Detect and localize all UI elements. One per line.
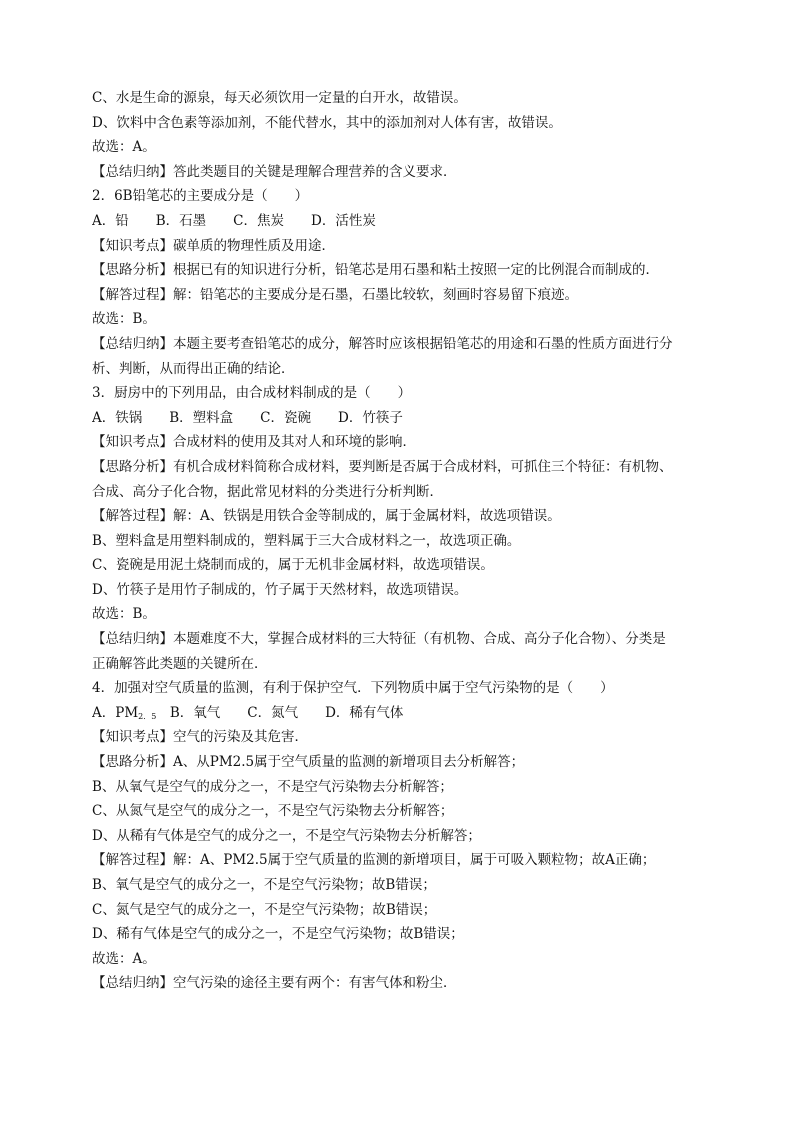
text-line: C、从氮气是空气的成分之一，不是空气污染物去分析解答； [92, 803, 454, 820]
text-line: B、氧气是空气的成分之一，不是空气污染物；故B错误； [92, 877, 436, 893]
option-a-subscript: 2．5 [138, 711, 157, 721]
analysis-line: 【思路分析】有机合成材料简称合成材料，要判断是否属于合成材料，可抓住三个特征：有机物、 [92, 458, 673, 475]
solution-line: 【解答过程】解：铅笔芯的主要成分是石墨，石墨比较软，刻画时容易留下痕迹。 [92, 286, 578, 303]
text-line: B、从氧气是空气的成分之一，不是空气污染物去分析解答； [92, 778, 453, 795]
knowledge-point-line: 【知识考点】碳单质的物理性质及用途． [92, 237, 335, 254]
knowledge-point-line: 【知识考点】合成材料的使用及其对人和环境的影响． [92, 434, 416, 451]
analysis-line: 【思路分析】A、从PM2.5属于空气质量的监测的新增项目去分析解答； [92, 754, 525, 771]
summary-line: 【总结归纳】本题难度不大，掌握合成材料的三大特征（有机物、合成、高分子化合物）、分类是 [92, 631, 666, 648]
summary-line: 【总结归纳】答此类题目的关键是理解合理营养的含义要求． [92, 163, 457, 180]
text-line: 正确解答此类题的关键所在． [92, 655, 268, 672]
text-line: 析、判断，从而得出正确的结论． [92, 360, 295, 377]
answer-line: 故选：B。 [92, 606, 156, 623]
text-line: B、塑料盒是用塑料制成的，塑料属于三大合成材料之一，故选项正确。 [92, 532, 521, 549]
text-line: D、竹筷子是用竹子制成的，竹子属于天然材料，故选项错误。 [92, 581, 468, 598]
question-4-options [92, 701, 712, 726]
text-line: C、瓷碗是用泥土烧制而成的，属于无机非金属材料，故选项错误。 [92, 557, 494, 574]
question-4-stem: 4．加强对空气质量的监测，有利于保护空气．下列物质中属于空气污染物的是（ ） [92, 680, 614, 697]
text-line: D、稀有气体是空气的成分之一，不是空气污染物；故B错误； [92, 926, 464, 943]
option-a-prefix: A．PM [92, 704, 139, 721]
text-line: C、氮气是空气的成分之一，不是空气污染物；故B错误； [92, 901, 437, 918]
solution-line: 【解答过程】解：A、PM2.5属于空气质量的监测的新增项目，属于可吸入颗粒物；故A正确； [92, 852, 656, 869]
document-body [92, 86, 712, 996]
answer-line: 故选：B。 [92, 311, 156, 328]
answer-line: 故选：A。 [92, 950, 156, 967]
question-2-stem: 2．6B铅笔芯的主要成分是（ ） [92, 188, 309, 205]
solution-line: 【解答过程】解：A、铁锅是用铁合金等制成的，属于金属材料，故选项错误。 [92, 508, 561, 525]
summary-line: 【总结归纳】空气污染的途径主要有两个：有害气体和粉尘． [92, 975, 457, 992]
text-line: 故选：A。 [92, 139, 156, 156]
text-line: C、水是生命的源泉，每天必须饮用一定量的白开水，故错误。 [92, 90, 467, 106]
options-rest: B．氧气 C．氮气 D．稀有气体 [156, 704, 404, 721]
knowledge-point-line: 【知识考点】空气的污染及其危害． [92, 729, 308, 746]
text-line: D、从稀有气体是空气的成分之一，不是空气污染物去分析解答； [92, 827, 481, 844]
analysis-line: 【思路分析】根据已有的知识进行分析，铅笔芯是用石墨和粘土按照一定的比例混合而制成的． [92, 262, 659, 279]
text-line: 合成、高分子化合物，据此常见材料的分类进行分析判断． [92, 483, 443, 500]
question-3-options: A．铁锅 B．塑料盒 C．瓷碗 D．竹筷子 [92, 409, 403, 426]
text-line: D、饮料中含色素等添加剂，不能代替水，其中的添加剂对人体有害，故错误。 [92, 114, 562, 131]
summary-line: 【总结归纳】本题主要考查铅笔芯的成分，解答时应该根据铅笔芯的用途和石墨的性质方面进行分 [92, 335, 673, 352]
question-3-stem: 3．厨房中的下列用品，由合成材料制成的是（ ） [92, 385, 412, 402]
question-2-options: A．铅 B．石墨 C．焦炭 D．活性炭 [92, 212, 376, 229]
